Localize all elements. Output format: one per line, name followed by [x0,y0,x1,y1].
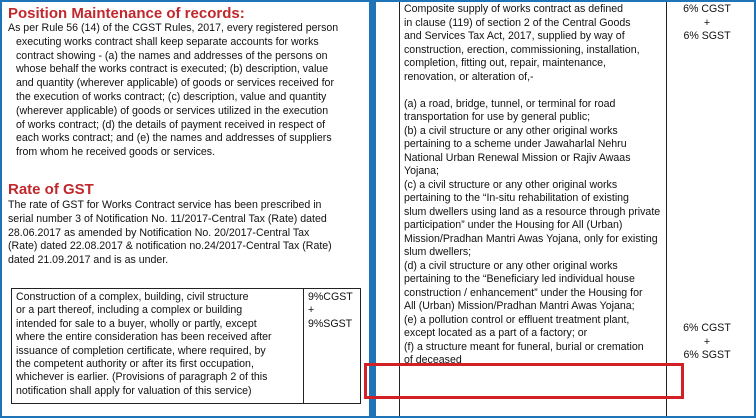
records-heading: Position Maintenance of records: [8,5,245,22]
text-line: slum dwellers using land as a resource through private [404,205,661,218]
text-line: (a) a road, bridge, tunnel, or terminal for road [404,97,616,110]
text-line: + [703,16,711,29]
gst-rate-table [11,288,361,404]
text-line: (b) a civil structure or any other original works [404,124,618,137]
text-line: pertaining to a scheme under Jawaharlal Nehru [404,138,627,150]
rate-paragraph [8,199,364,268]
text-line: notification shall apply for valuation of this service) [16,384,252,397]
text-line: whose behalf the works contract is executed; (b) description, value [16,63,329,76]
rate-heading: Rate of GST [8,181,94,198]
text-line: (f) a structure meant for funeral, burial or cremation [404,340,644,353]
table-row [12,289,361,404]
text-line: pertaining to the “Beneficiary led individual house [404,273,635,285]
text-line: 28.06.2017 as amended by Notification No. 20/2017-Central Tax [8,226,310,239]
text-line: 6% SGST [683,30,731,42]
text-line: (c) a civil structure or any other original works [404,178,618,191]
text-line: transportation for use by general public; [404,111,591,123]
text-line: participation” under the Housing for All (Urban) [404,219,623,231]
text-line: 6% CGST [683,322,731,334]
text-line: As per Rule 56 (14) of the CGST Rules, 2017, every registered person [8,22,339,34]
text-line: renovation, or alteration of,- [404,70,534,83]
text-line: dated 21.09.2017 and is as under. [8,254,169,267]
text-line: + [308,304,315,317]
text-line: where the entire consideration has been received after [16,331,272,344]
text-line: (d) a civil structure or any other original works [404,259,618,272]
text-line: (wherever applicable) of goods or services utilized in the execution [16,104,329,117]
text-line: 9%CGST [308,291,353,303]
records-paragraph [8,22,364,160]
text-line: 9%SGST [308,317,353,330]
highlight-box [364,363,684,399]
text-line: or a part thereof, including a complex or building [16,304,243,317]
text-line: each works contract; and (e) the names and addresses of suppliers [16,132,332,145]
text-line: in clause (119) of section 2 of the Central Goods [404,16,631,29]
text-line: All (Urban) Mission/Pradhan Mantri Awas Yojana; [404,300,635,312]
text-line: Composite supply of works contract as defined [404,3,624,15]
text-line: intended for sale to a buyer, wholly or partly, except [16,317,257,330]
text-line: the execution of works contract; (c) description, value and quantity [16,90,327,103]
composite-supply-description [399,2,667,416]
text-line: National Urban Renewal Mission or Rajiv Awaas [404,151,631,164]
text-line: from whom he received goods or services. [16,146,216,159]
right-panel [376,2,754,416]
text-line: serial number 3 of Notification No. 11/2017-Central Tax (Rate) dated [8,212,327,225]
text-line: (Rate) dated 22.08.2017 & notification no.24/2017-Central Tax (Rate) [8,240,332,253]
text-line: (e) a pollution control or effluent treatment plant, [404,313,630,326]
text-line: 6% SGST [683,349,731,361]
text-line: slum dwellers; [404,246,472,258]
text-line: construction, erection, commissioning, installation, [404,43,640,56]
text-line: the competent authority or after its first occupation, [16,358,254,371]
rate-bottom [677,322,737,363]
text-line: of deceased [404,354,462,366]
text-line: The rate of GST for Works Contract service has been prescribed in [8,199,322,211]
text-line: executing works contract shall keep separate accounts for works [16,35,319,48]
text-line: contract showing - (a) the names and addresses of the persons on [16,49,328,62]
left-panel [2,2,369,416]
text-line: and quantity (wherever applicable) of goods or services received for [16,77,334,90]
text-line: whichever is earlier. (Provisions of paragraph 2 of this [16,371,268,384]
rate-top [677,3,737,44]
text-line: except located as a part of a factory; or [404,327,588,339]
text-line: pertaining to the “In-situ rehabilitation of existing [404,192,629,204]
text-line [404,84,666,98]
text-line: Yojana; [404,165,439,177]
rate-cell [304,289,361,404]
text-line: construction / enhancement” under the Housing for [404,286,643,299]
text-line: issuance of completion certificate, where required, by [16,344,266,357]
text-line: Mission/Pradhan Mantri Awas Yojana, only for existing [404,232,658,245]
text-line: Construction of a complex, building, civil structure [16,291,249,303]
text-line: completion, fitting out, repair, maintenance, [404,57,606,69]
service-description-cell [12,289,304,404]
text-line: of works contract; (d) the details of payment received in respect of [16,118,326,131]
text-line: and Services Tax Act, 2017, supplied by way of [404,30,625,42]
text-line: + [703,335,711,348]
text-line: 6% CGST [683,3,731,15]
